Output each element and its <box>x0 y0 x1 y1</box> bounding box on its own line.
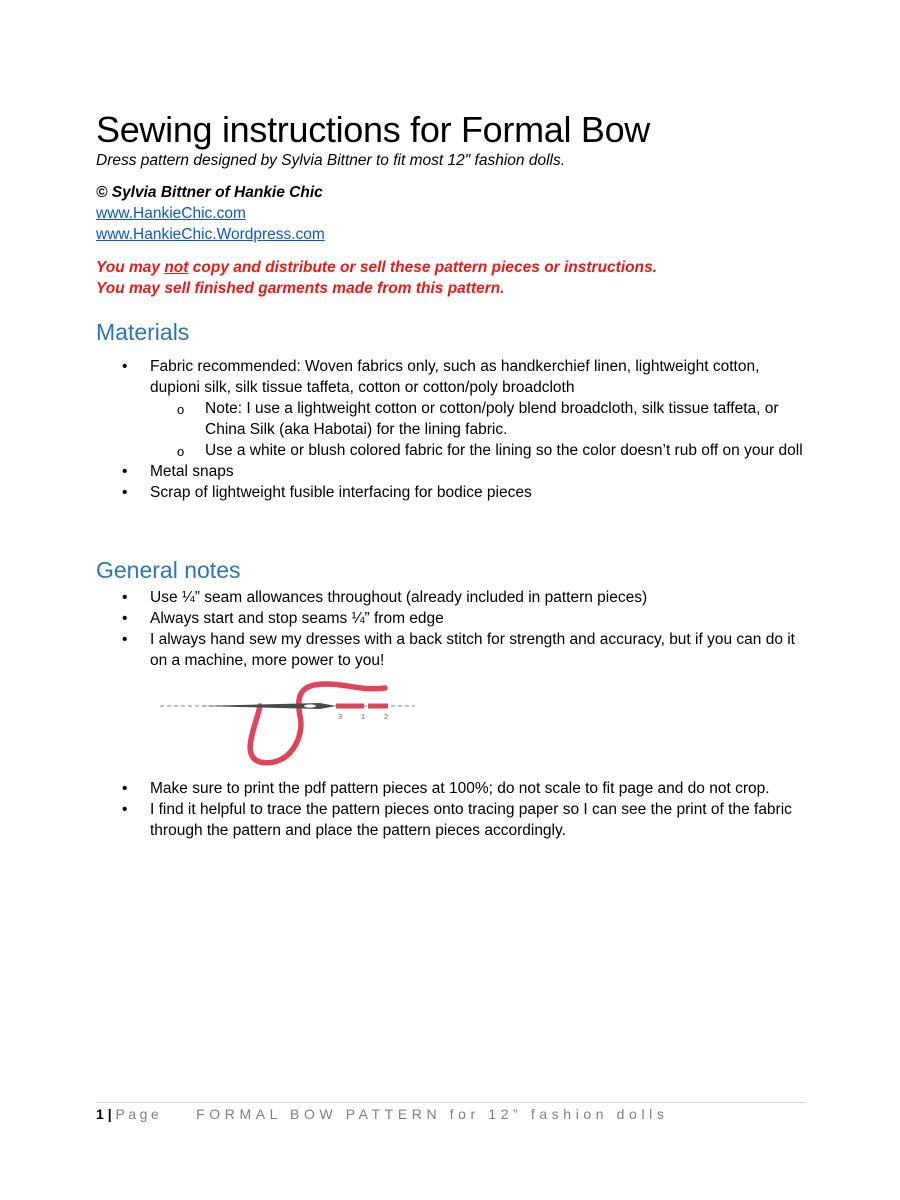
warning-line-1: You may not copy and distribute or sell these pattern pieces or instructions. <box>96 259 658 276</box>
subtitle: Dress pattern designed by Sylvia Bittner to fit most 12" fashion dolls. <box>96 152 566 169</box>
general-notes-heading: General notes <box>96 557 241 583</box>
list-item: • Always start and stop seams ¼” from edge <box>122 610 444 627</box>
list-item: • Make sure to print the pdf pattern pieces at 100%; do not scale to fit page and do not crop. <box>122 780 770 797</box>
footer-doc-title: FORMAL BOW PATTERN for 12” fashion dolls <box>196 1106 669 1122</box>
list-subitem: o Note: I use a lightweight cotton or cotton/poly blend broadcloth, silk tissue taffeta, or China Silk (aka Habotai) for the lining fabric. <box>177 400 779 438</box>
warning-emphasis: not <box>164 259 189 276</box>
list-subitem: o Use a white or blush colored fabric for the lining so the color doesn’t rub off on your doll <box>177 442 803 459</box>
thread <box>250 684 385 763</box>
list-item: • I find it helpful to trace the pattern pieces onto tracing paper so I can see the print of the fabric through the pattern and place the pattern pieces accordingly. <box>122 801 792 839</box>
page-word: Page <box>115 1106 163 1122</box>
footer-divider <box>96 1102 806 1103</box>
link-hankiechic-wordpress[interactable]: www.HankieChic.Wordpress.com <box>96 226 325 243</box>
stitch-label: 1 <box>361 712 366 721</box>
list-item: • Use ¼” seam allowances throughout (already included in pattern pieces) <box>122 589 648 606</box>
needle-eye <box>304 704 316 707</box>
footer-separator: | <box>107 1106 112 1122</box>
list-item: • Fabric recommended: Woven fabrics only, such as handkerchief linen, lightweight cotton, dupioni silk, silk tissue taffeta, cotton or cotton/poly broadcloth <box>122 358 760 396</box>
copyright-line: © Sylvia Bittner of Hankie Chic <box>96 184 323 201</box>
list-item: • Scrap of lightweight fusible interfacing for bodice pieces <box>122 484 532 501</box>
back-stitch-diagram <box>160 676 420 768</box>
list-item: • Metal snaps <box>122 463 234 480</box>
general-notes-list <box>96 587 808 671</box>
materials-list <box>96 356 808 503</box>
list-item: • I always hand sew my dresses with a back stitch for strength and accuracy, but if you can do it on a machine, more power to you! <box>122 631 795 669</box>
link-hankiechic[interactable]: www.HankieChic.com <box>96 205 246 222</box>
page-number: 1 <box>96 1106 104 1122</box>
page-title: Sewing instructions for Formal Bow <box>96 109 651 150</box>
page-footer <box>96 1106 668 1122</box>
stitch-label: 3 <box>338 712 343 721</box>
general-notes-list-continued <box>96 778 808 841</box>
stitch-label: 2 <box>384 712 389 721</box>
materials-heading: Materials <box>96 319 190 345</box>
warning-line-2: You may sell finished garments made from this pattern. <box>96 280 505 297</box>
